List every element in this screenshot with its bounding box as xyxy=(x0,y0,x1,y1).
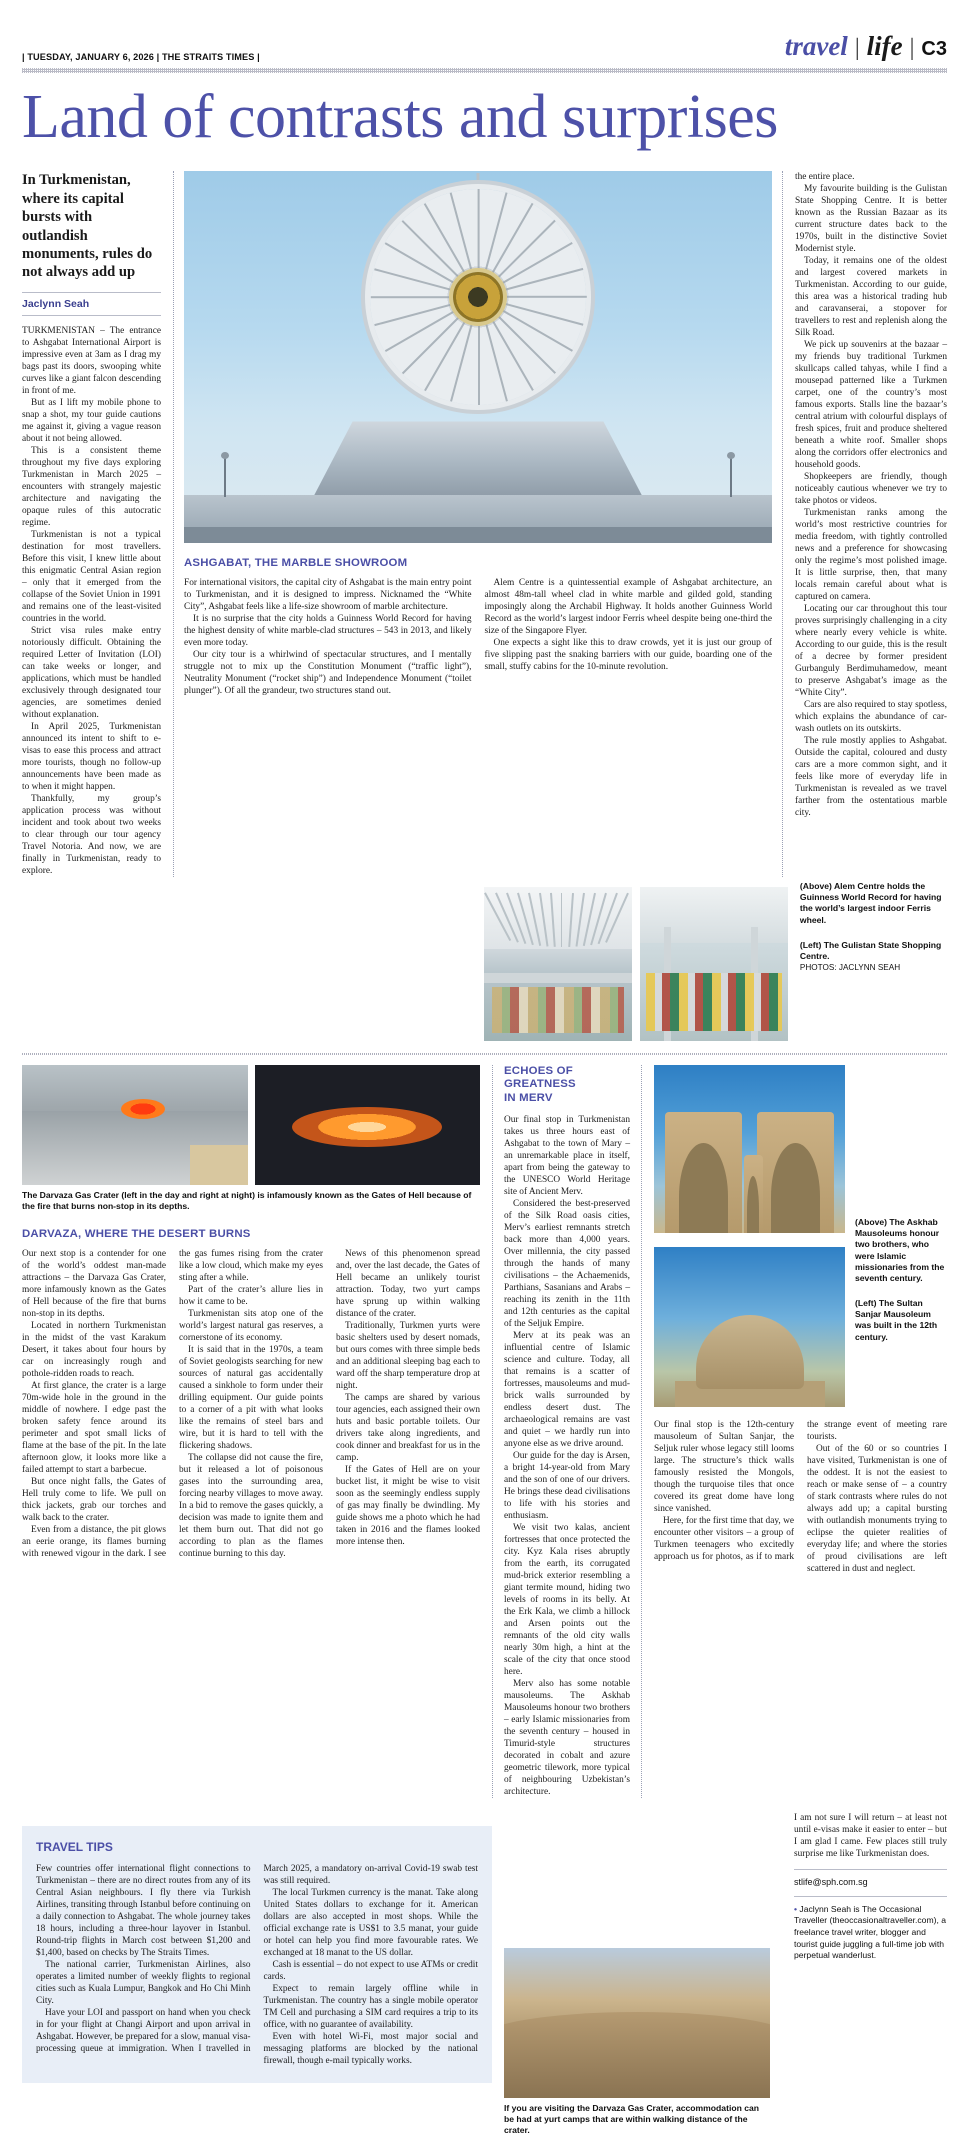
caption-askhab: (Above) The Askhab Mausoleums honour two brothers, who were Islamic missionaries from the seventh century. xyxy=(855,1216,945,1284)
paragraph: Few countries offer international flight connections to Turkmenistan – there are no direct routes from any of its Central Asian neighbours. I fly there via Turkish Airlines, transiting through Istanbul before continuing on a daily connection to Ashgabat. The whole journey takes 18 hours, including a three-hour layover in Istanbul. Round-trip flights in March cost between $1,200 and $1,400, based on checks by The Straits Times. xyxy=(36,1863,251,1958)
contact-email[interactable]: stlife@sph.com.sg xyxy=(794,1876,868,1887)
byline-rule-top xyxy=(22,292,161,293)
paragraph: One expects a sight like this to draw crowds, yet it is just our group of five slipping past the snaking barriers with our guide, boarding one of the small, stuffy cabins for the 10-minute revolution. xyxy=(484,638,772,673)
wheel-base xyxy=(313,421,643,497)
merv-photo-column xyxy=(642,1065,947,1798)
paragraph: Alem Centre is a quintessential example of Ashgabat architecture, an almost 48m-tall wheel clad in white marble and gilded gold, standing imposingly along the Archabil Highway. It holds another Guinness World Record as the world’s largest indoor Ferris wheel despite being one-third the size of the Singapore Flyer. xyxy=(484,578,772,637)
travel-tips-head: TRAVEL TIPS xyxy=(36,1839,113,1854)
paragraph: Considered the best-preserved of the Silk Road oasis cities, Merv’s earliest remnants stretch back more than 4,000 years. Over millennia, the city passed through the hands of many civilisations – the Achaemenids, Parthians, Sasanians and Arabs – reaching its zenith in the 11th and 12th centuries as the capital of the Seljuk Empire. xyxy=(504,1198,630,1329)
crater-flame xyxy=(121,1099,165,1119)
right-text-column xyxy=(782,171,947,876)
ground-strip xyxy=(184,527,772,543)
paragraph: News of this phenomenon spread and, over the last decade, the Gates of Hell became an unlikely tourist attraction. Today, two yurt camps have sprung up within walking distance of the crater. xyxy=(336,1249,480,1320)
standfirst: In Turkmenistan, where its capital bursts with outlandish monuments, rules do not always add up xyxy=(22,172,153,281)
market-interior-photo xyxy=(484,887,632,1041)
yurt-camp-photo xyxy=(504,1948,770,2098)
paragraph: Merv at its peak was an influential centre of Islamic science and culture. Today, all that remains is a scatter of fortresses, mausoleums and mud-brick walls surrounded by endless desert dust. The archaeological remains are vast and quiet – we hardly run into anyone else as we drive around. xyxy=(504,1330,630,1449)
travel-tips-wrapper xyxy=(22,1812,492,2137)
askhab-mausoleum-photo xyxy=(654,1065,845,1233)
crater-photos xyxy=(22,1065,480,1185)
paragraph: Traditionally, Turkmen yurts were basic shelters used by desert nomads, but ours comes with three simple beds and an additional sleeping bag each to ward off the sharp temperature drop at night. xyxy=(336,1321,480,1392)
street-lamp xyxy=(224,457,226,497)
footer-column xyxy=(782,1812,947,2137)
paragraph: Strict visa rules make entry notoriously difficult. Obtaining the required Letter of Invitation (LOI) can take weeks or longer, and applications, which must be handled exclusively through designated tour agencies, are sometimes denied without explanation. xyxy=(22,625,161,720)
gulistan-photo-row xyxy=(22,881,947,1041)
paragraph: This is a consistent theme throughout my five days exploring Turkmenistan in March 2025 – encounters with strangely majestic architecture and navigating the opaque rules of this autocratic regime. xyxy=(22,445,161,528)
merv-body xyxy=(504,1114,630,1798)
paragraph: The camps are shared by various tour agencies, each assigned their own huts and basic portable toilets. Our drivers take along ingredients, and cook dinner and breakfast for us in the camp. xyxy=(336,1393,481,1464)
merv-column xyxy=(492,1065,642,1798)
crater-night-photo xyxy=(255,1065,481,1185)
section-head-merv-line1: ECHOES OF GREATNESS xyxy=(504,1064,576,1091)
author-bio-text: Jaclynn Seah is The Occasional Traveller (theoccasionaltraveller.com), a freelance travel writer, blogger and tourist guide juggling a full-time job with perpetual wanderlust. xyxy=(794,1903,947,1961)
yurt-photo-wrapper xyxy=(492,1812,782,2137)
paragraph: The rule mostly applies to Ashgabat. Outside the capital, coloured and dusty cars are a more common sight, and it feels like more of everyday life in Turkmenistan is revealed as we travel farther from the ostentatious marble city. xyxy=(795,736,947,819)
masthead-date: | TUESDAY, JANUARY 6, 2026 | THE STRAITS TIMES | xyxy=(22,52,260,62)
paragraph: Part of the crater’s allure lies in how it came to be. xyxy=(179,1285,323,1308)
author-bio xyxy=(794,1904,947,1962)
market-photos xyxy=(484,887,788,1041)
paragraph: Located in northern Turkmenistan in the midst of the vast Karakum Desert, it takes about four hours by car on increasingly rough and pothole-ridden roads to reach. xyxy=(22,1321,166,1380)
paragraph: Our guide for the day is Arsen, a bright 14-year-old from Mary and the son of one of our drivers. He brings these dead civilisations to life with his stories and enthusiasm. xyxy=(504,1450,630,1521)
paragraph: The local Turkmen currency is the manat. Take along United States dollars to exchange for it. American dollars are also accepted in most shops. While the official exchange rate is US$1 to 3.5 manat, your guide or hotel can help you find more favourable rates. We exchanged at 18 manat to the US dollar. xyxy=(263,1887,478,1958)
masthead-page-number: C3 xyxy=(921,38,947,60)
sultan-sanjar-photo xyxy=(654,1247,845,1407)
masthead-separator-2: | xyxy=(909,35,915,61)
masthead-travel-word: travel xyxy=(784,31,848,61)
paragraph: My favourite building is the Gulistan State Shopping Centre. It is better known as the Russian Bazaar as its current structure dates back to the 1970s, built in the distinctive Soviet Modernist style. xyxy=(795,184,947,255)
paragraph: Turkmenistan sits atop one of the world’s largest natural gas reserves, a cornerstone of its economy. xyxy=(179,1309,323,1344)
caption-sanjar: (Left) The Sultan Sanjar Mausoleum was built in the 12th century. xyxy=(855,1297,938,1342)
paragraph: Our city tour is a whirlwind of spectacular structures, and I mentally struggle not to mix up the Constitution Monument (“traffic light”), Neutrality Monument (“rocket ship”) and Independence Monument (“toilet plunger”). Of all the grandeur, two structures stand out. xyxy=(184,650,472,697)
darvaza-body xyxy=(22,1248,480,1560)
alem-centre-photo xyxy=(184,171,772,543)
paragraph: Cash is essential – do not expect to use ATMs or credit cards. xyxy=(263,1959,478,1982)
bazaar-produce xyxy=(646,973,782,1031)
caption-gulistan: (Left) The Gulistan State Shopping Centre. xyxy=(799,940,942,962)
paragraph: The collapse did not cause the fire, but it released a lot of poisonous gases into the surrounding area, forcing nearby villages to move away. In a bid to remove the gases quickly, a decision was made to ignite them and let them burn out. That did not go according to plan as the flames continue burning to this day. xyxy=(179,1453,323,1560)
standfirst-column xyxy=(22,171,174,876)
masthead-separator-1: | xyxy=(854,35,860,61)
photo-caption-column xyxy=(788,881,947,1041)
paragraph: Our final stop in Turkmenistan takes us three hours east of Ashgabat to the town of Mary – an unremarkable place in itself, apart from being the gateway to the UNESCO World Heritage site of Ancient Merv. xyxy=(504,1114,630,1197)
paragraph: Shopkeepers are friendly, though noticeably cautious whenever we try to take photos or videos. xyxy=(795,472,947,507)
intro-text xyxy=(22,325,161,877)
paragraph: Have your LOI and passport on hand when you check in for your flight at Changi Airport and upon arrival in Ashgabat. However, be prepared for a slow, manual visa-processing queue at immigration. When I travelled in March 2025, a mandatory on-arrival Covid-19 swab test was still required. xyxy=(36,1863,478,2054)
darvaza-column xyxy=(22,1065,492,1798)
masthead xyxy=(22,0,947,62)
middle-block xyxy=(22,1065,947,1798)
paragraph: the entire place. xyxy=(795,172,855,183)
travel-tips-body xyxy=(36,1863,478,2067)
crater-day-photo xyxy=(22,1065,248,1185)
paragraph: Merv also has some notable mausoleums. The Askhab Mausoleums honour two brothers – early Islamic missionaries from the seventh century – housed in Timurid-style structures decorated in cobalt and azure geometric tilework, more typical of neighbouring Uzbekistan’s architecture. xyxy=(504,1678,630,1797)
paragraph: We pick up souvenirs at the bazaar – my friends buy traditional Turkmen skullcaps called tahyas, while I find a mousepad patterned like a Turkmen carpet, one of the country’s most famous exports. Stalls line the bazaar’s central atrium with colourful displays of fresh spices, fruit and produce sheltered beneath a white roof. Smaller shops along the corridors offer electronics and household goods. xyxy=(795,340,947,471)
paragraph: It is no surprise that the city holds a Guinness World Record for having the highest density of white marble-clad structures – 543 in 2013, and likely even more today. xyxy=(184,614,472,649)
paragraph: Out of the 60 or so countries I have visited, Turkmenistan is one of the oddest. It is not the easiest to reach or make sense of – a country of stark contrasts where rules do not always add up; a capital bursting with outlandish monuments trying to eclipse the quieter realities of everyday life; and where the stories of proud civilisations are left scattered in dust and neglect. xyxy=(807,1443,947,1574)
mezzanine-shelf xyxy=(484,973,632,983)
ferris-wheel xyxy=(370,189,586,405)
paragraph: It is said that in the 1970s, a team of Soviet geologists searching for new sources of natural gas accidentally caused a sinkhole to form under their drilling equipment. Our guide points to a corner of a pit with what looks like the remains of steel bars and wire, but it is hard to tell with the flickering shadows. xyxy=(179,1345,323,1452)
section-head-merv-line2: IN MERV xyxy=(504,1092,553,1105)
wheel-hub xyxy=(453,272,503,322)
bio-bullet-icon: • xyxy=(794,1903,798,1914)
street-lamp xyxy=(730,457,732,497)
travel-tips-box xyxy=(22,1826,492,2083)
section-head-merv xyxy=(504,1065,630,1106)
masthead-logo xyxy=(784,31,947,62)
sand-patch xyxy=(190,1145,248,1185)
footer-rule-bottom xyxy=(794,1896,947,1897)
paragraph: Turkmenistan ranks among the world’s most restrictive countries for media freedom, with tightly controlled news and a preference for showcasing only the regime’s most polished image. It is little surprise, then, that many locals remain careful about what is captured on camera. xyxy=(795,508,947,603)
desert-dune xyxy=(504,2012,770,2098)
paragraph: Turkmenistan is not a typical destination for most travellers. Before this visit, I knew little about this enigmatic Central Asian region – only that it emerged from the collapse of the Soviet Union in 1991 and remains one of the least-visited countries in the world. xyxy=(22,529,161,624)
paragraph: Today, it remains one of the oldest and largest covered markets in Turkmenistan. According to our guide, this area was a historical trading hub and caravanserai, a stopover for travellers to rest and replenish along the Silk Road. xyxy=(795,256,947,339)
hero-photo-column xyxy=(174,171,782,876)
paragraph: Even from a distance, the pit glows an eerie orange, its flames burning with renewed vigour in the dark. I see the gas fumes rising from the crater like a low cloud, which make my eyes sting after a while. xyxy=(22,1249,323,1560)
footer-rule-top xyxy=(794,1869,947,1870)
right-column-body xyxy=(795,171,947,819)
caption-crater: The Darvaza Gas Crater (left in the day and right at night) is infamously known as the Gates of Hell because of the fire that burns non-stop in its depths. xyxy=(22,1189,472,1212)
paragraph: For international visitors, the capital city of Ashgabat is the main entry point to Turkmenistan, and it is designed to impress. Nicknamed the “White City”, Ashgabat feels like a life-size showroom of marble architecture. xyxy=(184,578,472,613)
paragraph: But as I lift my mobile phone to snap a shot, my tour guide cautions me against it, giving a vague reason about it not being allowed. xyxy=(22,397,161,444)
photo-credit: PHOTOS: JACLYNN SEAH xyxy=(799,962,901,972)
masthead-life-word: life xyxy=(866,31,903,61)
bottom-block xyxy=(22,1812,947,2137)
mausoleum-gateway xyxy=(744,1155,763,1232)
crater-night-glow xyxy=(292,1107,442,1147)
mausoleum-dome xyxy=(696,1315,804,1389)
mausoleum-arch xyxy=(757,1112,833,1233)
masthead-rule xyxy=(22,68,947,73)
paragraph: Thankfully, my group’s application process was without incident and took about two weeks to clear through our tour agency Travel Notoria. And now, we are finally in Turkmenistan, ready to explore. xyxy=(22,793,161,876)
byline: Jaclynn Seah xyxy=(22,297,90,310)
paragraph: TURKMENISTAN – The entrance to Ashgabat International Airport is impressive even at 3am as I drag my bags past its doors, swooping white curves like a giant falcon descending in front of me. xyxy=(22,325,161,396)
caption-alem: (Above) Alem Centre holds the Guinness World Record for having the world’s largest indoor Ferris wheel. xyxy=(799,880,942,925)
mausoleum-arch xyxy=(665,1112,741,1233)
bazaar-roof xyxy=(640,887,788,943)
caption-yurt: If you are visiting the Darvaza Gas Crater, accommodation can be had at yurt camps that are within walking distance of the crater. xyxy=(504,2102,760,2136)
paragraph: Even with hotel Wi-Fi, most major social and messaging platforms are blocked by the national firewall, though e-mail typically works. xyxy=(263,2031,478,2066)
paragraph: At first glance, the crater is a large 70m-wide hole in the ground in the middle of nowhere. I edge past the broken safety fence around its perimeter and spot small licks of flame at the base of the pit. In the late afternoon glow, it looks more like a failed attempt to start a barbecue. xyxy=(22,1381,166,1476)
closing-body xyxy=(794,1812,947,1860)
ashgabat-body xyxy=(184,577,772,697)
market-goods xyxy=(492,987,624,1033)
paragraph: The national carrier, Turkmenistan Airlines, also operates a limited number of weekly flights to regional cities such as Kuala Lumpur, Bangkok and Ho Chi Minh City. xyxy=(36,1959,251,2006)
paragraph: Here, for the first time that day, we encounter other visitors – a group of Turkmen teenagers who excitedly approach us for photos, as if to mark the strange event of meeting rare tourists. xyxy=(654,1419,947,1562)
section-head-darvaza: DARVAZA, WHERE THE DESERT BURNS xyxy=(22,1228,251,1241)
section-head-ashgabat: ASHGABAT, THE MARBLE SHOWROOM xyxy=(184,557,408,570)
page-title: Land of contrasts and surprises xyxy=(22,83,778,151)
paragraph: In April 2025, Turkmenistan announced its intent to shift to e-visas to ease this process and attract more tourists, though no follow-up announcements have been made as to when it might happen. xyxy=(22,721,161,792)
section-divider-1 xyxy=(22,1053,947,1055)
paragraph: Expect to remain largely offline while in Turkmenistan. The country has a single mobile operator TM Cell and purchasing a SIM card requires a trip to its office, with no guarantee of availability. xyxy=(263,1983,478,2030)
merv-body-continued xyxy=(654,1419,947,1575)
paragraph: Cars are also required to stay spotless, which explains the abundance of car-wash outlets on its outskirts. xyxy=(795,700,947,735)
paragraph: Our next stop is a contender for one of the world’s oddest man-made attractions – the Darvaza Gas Crater, more infamously known as the Gates of Hell because of the fire that burns non-stop in its depths. xyxy=(22,1249,166,1320)
roof-truss xyxy=(484,887,632,949)
paragraph: Locating our car throughout this tour proves surprisingly challenging in a city where nearly every vehicle is white. According to our guide, this is the result of a decree by former president Gurbanguly Berdimuhamedow, meant to preserve Ashgabat’s image as the “White City”. xyxy=(795,604,947,699)
paragraph: We visit two kalas, ancient fortresses that once protected the city. Kyz Kala rises abruptly from the earth, its corrugated mud-brick exterior resembling a giant termite mound, hiding two levels of rooms in its belly. At the Erk Kala, we climb a hillock and Arsen points out the remnants of the old city walls nearly 30m high, a hint at the scale of the city that once stood here. xyxy=(504,1522,630,1677)
paragraph: I am not sure I will return – at least not until e-visas make it easier to enter – but I am glad I came. Few places still truly surprise me like Turkmenistan does. xyxy=(794,1812,947,1859)
lead-block xyxy=(22,171,947,876)
byline-rule-bottom xyxy=(22,315,161,316)
paragraph: But once night falls, the Gates of Hell truly come to life. We pull on thick jackets, grab our torches and walk back to the crater. xyxy=(22,1477,166,1524)
bazaar-stall-photo xyxy=(640,887,788,1041)
paragraph: Our final stop is the 12th-century mausoleum of Sultan Sanjar, the Seljuk ruler whose legacy still looms large. The structure’s thick walls famously resisted the Mongols, though the turquoise tiles that once covered its great dome have long since vanished. xyxy=(654,1419,794,1514)
paragraph: If the Gates of Hell are on your bucket list, it might be wise to visit soon as the seemingly endless supply of gas may finally be dwindling. My guide shows me a photo which he had taken in 2016 and the flames looked more intense then. xyxy=(336,1465,480,1548)
